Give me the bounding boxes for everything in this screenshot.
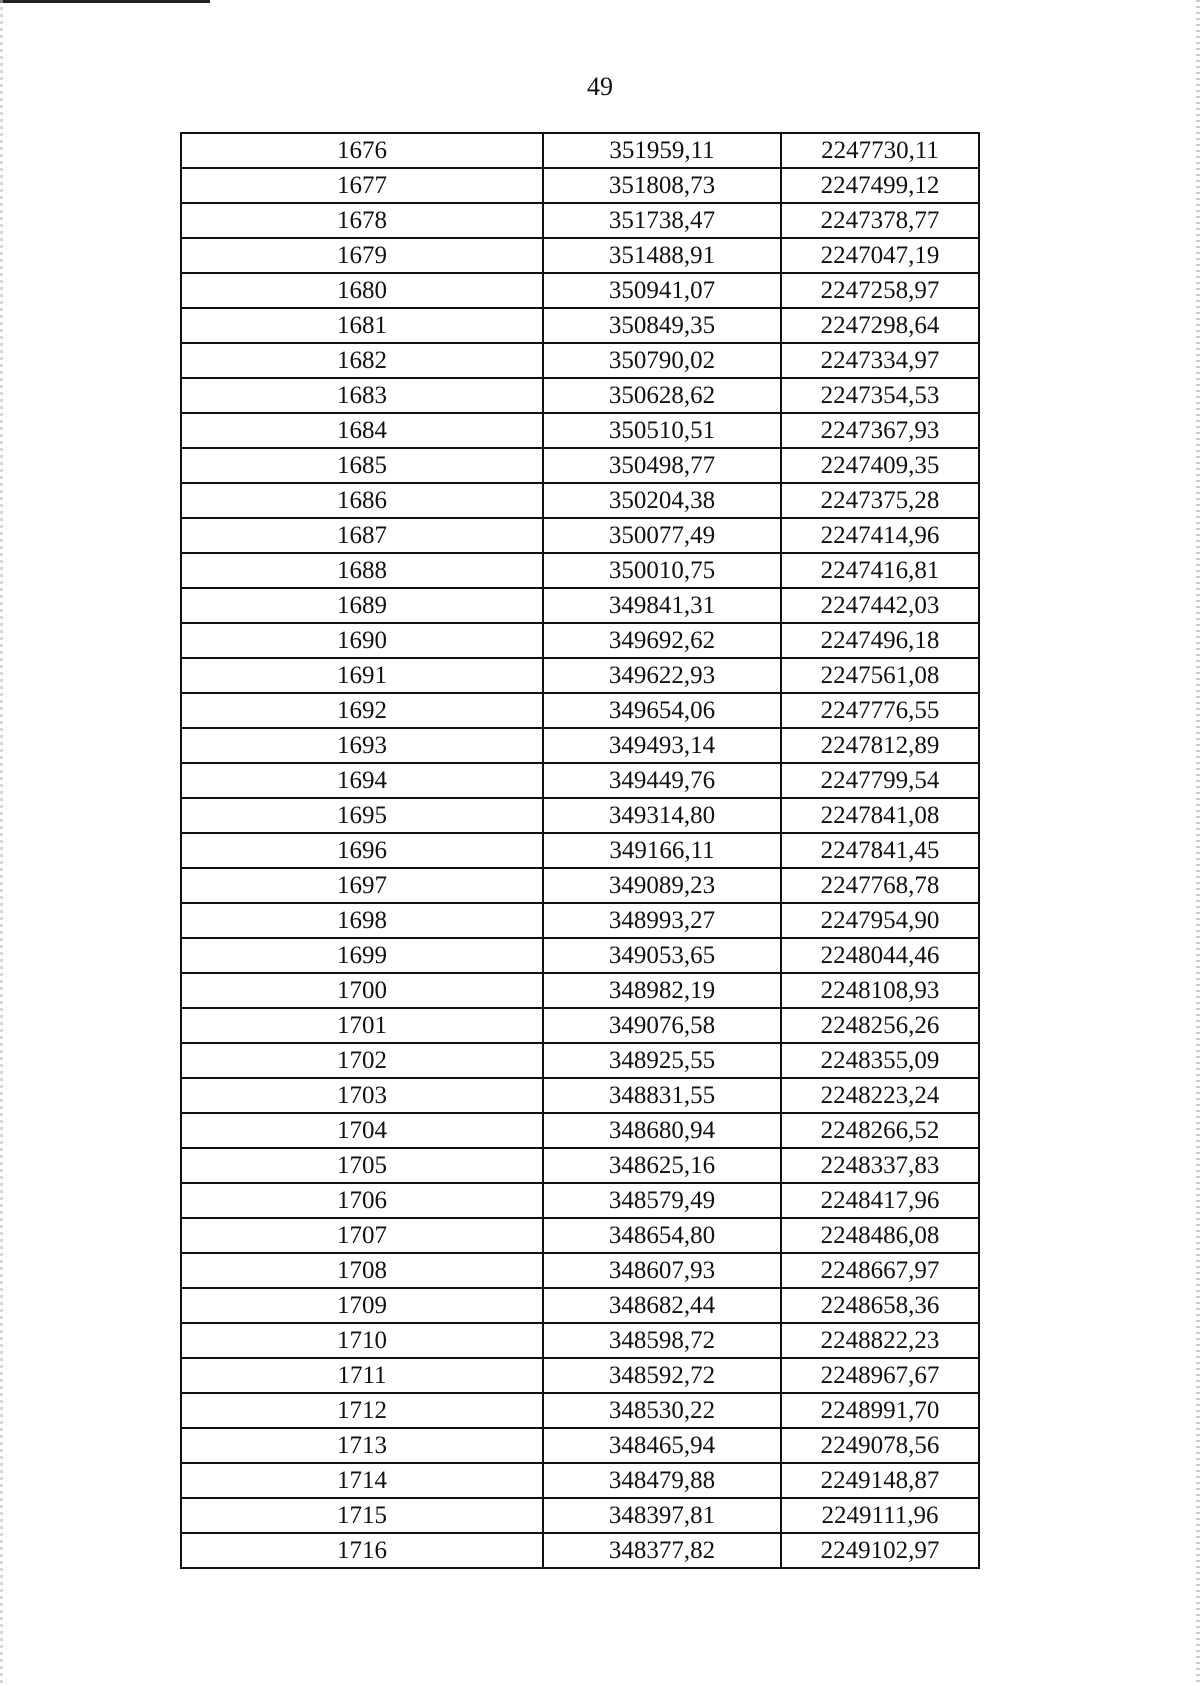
table-row <box>181 1008 979 1043</box>
table-row <box>181 273 979 308</box>
table-row <box>181 798 979 833</box>
x-coordinate-cell: 350510,51 <box>543 413 781 448</box>
y-coordinate-cell: 2247496,18 <box>781 623 979 658</box>
table-row <box>181 1148 979 1183</box>
scan-edge-left <box>0 0 3 1686</box>
point-number-cell: 1696 <box>181 833 543 868</box>
y-coordinate-cell: 2248256,26 <box>781 1008 979 1043</box>
table-row <box>181 693 979 728</box>
scan-top-line <box>0 0 210 3</box>
y-coordinate-cell: 2248337,83 <box>781 1148 979 1183</box>
x-coordinate-cell: 350204,38 <box>543 483 781 518</box>
table-row <box>181 1043 979 1078</box>
y-coordinate-cell: 2247409,35 <box>781 448 979 483</box>
point-number-cell: 1699 <box>181 938 543 973</box>
y-coordinate-cell: 2249111,96 <box>781 1498 979 1533</box>
point-number-cell: 1689 <box>181 588 543 623</box>
x-coordinate-cell: 349053,65 <box>543 938 781 973</box>
x-coordinate-cell: 349089,23 <box>543 868 781 903</box>
point-number-cell: 1685 <box>181 448 543 483</box>
point-number-cell: 1688 <box>181 553 543 588</box>
point-number-cell: 1714 <box>181 1463 543 1498</box>
table-row <box>181 238 979 273</box>
point-number-cell: 1710 <box>181 1323 543 1358</box>
point-number-cell: 1676 <box>181 133 543 168</box>
x-coordinate-cell: 348377,82 <box>543 1533 781 1568</box>
table-row <box>181 1078 979 1113</box>
point-number-cell: 1679 <box>181 238 543 273</box>
point-number-cell: 1678 <box>181 203 543 238</box>
table-row <box>181 1288 979 1323</box>
table-row <box>181 483 979 518</box>
x-coordinate-cell: 349076,58 <box>543 1008 781 1043</box>
page-number: 49 <box>587 72 613 101</box>
y-coordinate-cell: 2248658,36 <box>781 1288 979 1323</box>
x-coordinate-cell: 351488,91 <box>543 238 781 273</box>
x-coordinate-cell: 351738,47 <box>543 203 781 238</box>
scan-edge-right <box>1196 0 1200 1686</box>
point-number-cell: 1697 <box>181 868 543 903</box>
table-row <box>181 658 979 693</box>
y-coordinate-cell: 2247799,54 <box>781 763 979 798</box>
x-coordinate-cell: 350010,75 <box>543 553 781 588</box>
x-coordinate-cell: 348592,72 <box>543 1358 781 1393</box>
y-coordinate-cell: 2248355,09 <box>781 1043 979 1078</box>
table-row <box>181 1358 979 1393</box>
point-number-cell: 1695 <box>181 798 543 833</box>
point-number-cell: 1716 <box>181 1533 543 1568</box>
y-coordinate-cell: 2248044,46 <box>781 938 979 973</box>
y-coordinate-cell: 2248967,67 <box>781 1358 979 1393</box>
point-number-cell: 1682 <box>181 343 543 378</box>
x-coordinate-cell: 348465,94 <box>543 1428 781 1463</box>
table-row <box>181 413 979 448</box>
table-row <box>181 378 979 413</box>
y-coordinate-cell: 2248822,23 <box>781 1323 979 1358</box>
y-coordinate-cell: 2247334,97 <box>781 343 979 378</box>
x-coordinate-cell: 350628,62 <box>543 378 781 413</box>
table-row <box>181 133 979 168</box>
table-row <box>181 973 979 1008</box>
x-coordinate-cell: 351959,11 <box>543 133 781 168</box>
point-number-cell: 1694 <box>181 763 543 798</box>
table-row <box>181 1218 979 1253</box>
table-row <box>181 728 979 763</box>
point-number-cell: 1711 <box>181 1358 543 1393</box>
point-number-cell: 1712 <box>181 1393 543 1428</box>
table-row <box>181 1463 979 1498</box>
table-row <box>181 1323 979 1358</box>
table-row <box>181 1183 979 1218</box>
x-coordinate-cell: 350941,07 <box>543 273 781 308</box>
table-row <box>181 763 979 798</box>
y-coordinate-cell: 2248417,96 <box>781 1183 979 1218</box>
y-coordinate-cell: 2247258,97 <box>781 273 979 308</box>
y-coordinate-cell: 2248223,24 <box>781 1078 979 1113</box>
x-coordinate-cell: 350849,35 <box>543 308 781 343</box>
y-coordinate-cell: 2247841,08 <box>781 798 979 833</box>
table-row <box>181 203 979 238</box>
point-number-cell: 1686 <box>181 483 543 518</box>
point-number-cell: 1690 <box>181 623 543 658</box>
y-coordinate-cell: 2247378,77 <box>781 203 979 238</box>
point-number-cell: 1693 <box>181 728 543 763</box>
point-number-cell: 1706 <box>181 1183 543 1218</box>
y-coordinate-cell: 2247442,03 <box>781 588 979 623</box>
y-coordinate-cell: 2248108,93 <box>781 973 979 1008</box>
y-coordinate-cell: 2247954,90 <box>781 903 979 938</box>
table-row <box>181 938 979 973</box>
y-coordinate-cell: 2247812,89 <box>781 728 979 763</box>
y-coordinate-cell: 2249102,97 <box>781 1533 979 1568</box>
point-number-cell: 1691 <box>181 658 543 693</box>
point-number-cell: 1705 <box>181 1148 543 1183</box>
y-coordinate-cell: 2247768,78 <box>781 868 979 903</box>
y-coordinate-cell: 2247776,55 <box>781 693 979 728</box>
x-coordinate-cell: 348654,80 <box>543 1218 781 1253</box>
x-coordinate-cell: 348682,44 <box>543 1288 781 1323</box>
x-coordinate-cell: 348397,81 <box>543 1498 781 1533</box>
x-coordinate-cell: 349166,11 <box>543 833 781 868</box>
x-coordinate-cell: 350498,77 <box>543 448 781 483</box>
y-coordinate-cell: 2247499,12 <box>781 168 979 203</box>
table-row <box>181 833 979 868</box>
y-coordinate-cell: 2249078,56 <box>781 1428 979 1463</box>
coordinates-table-body <box>181 133 979 1568</box>
x-coordinate-cell: 348680,94 <box>543 1113 781 1148</box>
y-coordinate-cell: 2248991,70 <box>781 1393 979 1428</box>
x-coordinate-cell: 348607,93 <box>543 1253 781 1288</box>
table-row <box>181 1253 979 1288</box>
y-coordinate-cell: 2247841,45 <box>781 833 979 868</box>
point-number-cell: 1700 <box>181 973 543 1008</box>
table-row <box>181 448 979 483</box>
x-coordinate-cell: 349493,14 <box>543 728 781 763</box>
x-coordinate-cell: 349314,80 <box>543 798 781 833</box>
x-coordinate-cell: 348598,72 <box>543 1323 781 1358</box>
y-coordinate-cell: 2248486,08 <box>781 1218 979 1253</box>
x-coordinate-cell: 348831,55 <box>543 1078 781 1113</box>
y-coordinate-cell: 2247730,11 <box>781 133 979 168</box>
x-coordinate-cell: 348579,49 <box>543 1183 781 1218</box>
y-coordinate-cell: 2247561,08 <box>781 658 979 693</box>
table-row <box>181 1428 979 1463</box>
y-coordinate-cell: 2247414,96 <box>781 518 979 553</box>
table-row <box>181 1113 979 1148</box>
x-coordinate-cell: 349449,76 <box>543 763 781 798</box>
table-row <box>181 168 979 203</box>
point-number-cell: 1681 <box>181 308 543 343</box>
table-row <box>181 518 979 553</box>
x-coordinate-cell: 350077,49 <box>543 518 781 553</box>
point-number-cell: 1707 <box>181 1218 543 1253</box>
x-coordinate-cell: 348982,19 <box>543 973 781 1008</box>
table-row <box>181 308 979 343</box>
table-row <box>181 903 979 938</box>
table-row <box>181 588 979 623</box>
x-coordinate-cell: 350790,02 <box>543 343 781 378</box>
y-coordinate-cell: 2247416,81 <box>781 553 979 588</box>
y-coordinate-cell: 2247354,53 <box>781 378 979 413</box>
table-row <box>181 868 979 903</box>
point-number-cell: 1713 <box>181 1428 543 1463</box>
point-number-cell: 1702 <box>181 1043 543 1078</box>
x-coordinate-cell: 349654,06 <box>543 693 781 728</box>
point-number-cell: 1703 <box>181 1078 543 1113</box>
point-number-cell: 1698 <box>181 903 543 938</box>
x-coordinate-cell: 348625,16 <box>543 1148 781 1183</box>
x-coordinate-cell: 351808,73 <box>543 168 781 203</box>
point-number-cell: 1701 <box>181 1008 543 1043</box>
point-number-cell: 1704 <box>181 1113 543 1148</box>
point-number-cell: 1687 <box>181 518 543 553</box>
table-row <box>181 343 979 378</box>
y-coordinate-cell: 2247047,19 <box>781 238 979 273</box>
table-row <box>181 1393 979 1428</box>
y-coordinate-cell: 2247298,64 <box>781 308 979 343</box>
x-coordinate-cell: 348479,88 <box>543 1463 781 1498</box>
table-row <box>181 553 979 588</box>
y-coordinate-cell: 2249148,87 <box>781 1463 979 1498</box>
point-number-cell: 1684 <box>181 413 543 448</box>
y-coordinate-cell: 2248667,97 <box>781 1253 979 1288</box>
table-row <box>181 623 979 658</box>
table-row <box>181 1498 979 1533</box>
point-number-cell: 1708 <box>181 1253 543 1288</box>
x-coordinate-cell: 348993,27 <box>543 903 781 938</box>
table-row <box>181 1533 979 1568</box>
point-number-cell: 1709 <box>181 1288 543 1323</box>
point-number-cell: 1683 <box>181 378 543 413</box>
x-coordinate-cell: 348530,22 <box>543 1393 781 1428</box>
point-number-cell: 1692 <box>181 693 543 728</box>
y-coordinate-cell: 2247375,28 <box>781 483 979 518</box>
x-coordinate-cell: 349841,31 <box>543 588 781 623</box>
x-coordinate-cell: 349622,93 <box>543 658 781 693</box>
y-coordinate-cell: 2247367,93 <box>781 413 979 448</box>
x-coordinate-cell: 348925,55 <box>543 1043 781 1078</box>
y-coordinate-cell: 2248266,52 <box>781 1113 979 1148</box>
point-number-cell: 1715 <box>181 1498 543 1533</box>
point-number-cell: 1680 <box>181 273 543 308</box>
point-number-cell: 1677 <box>181 168 543 203</box>
coordinates-table <box>180 132 980 1569</box>
x-coordinate-cell: 349692,62 <box>543 623 781 658</box>
